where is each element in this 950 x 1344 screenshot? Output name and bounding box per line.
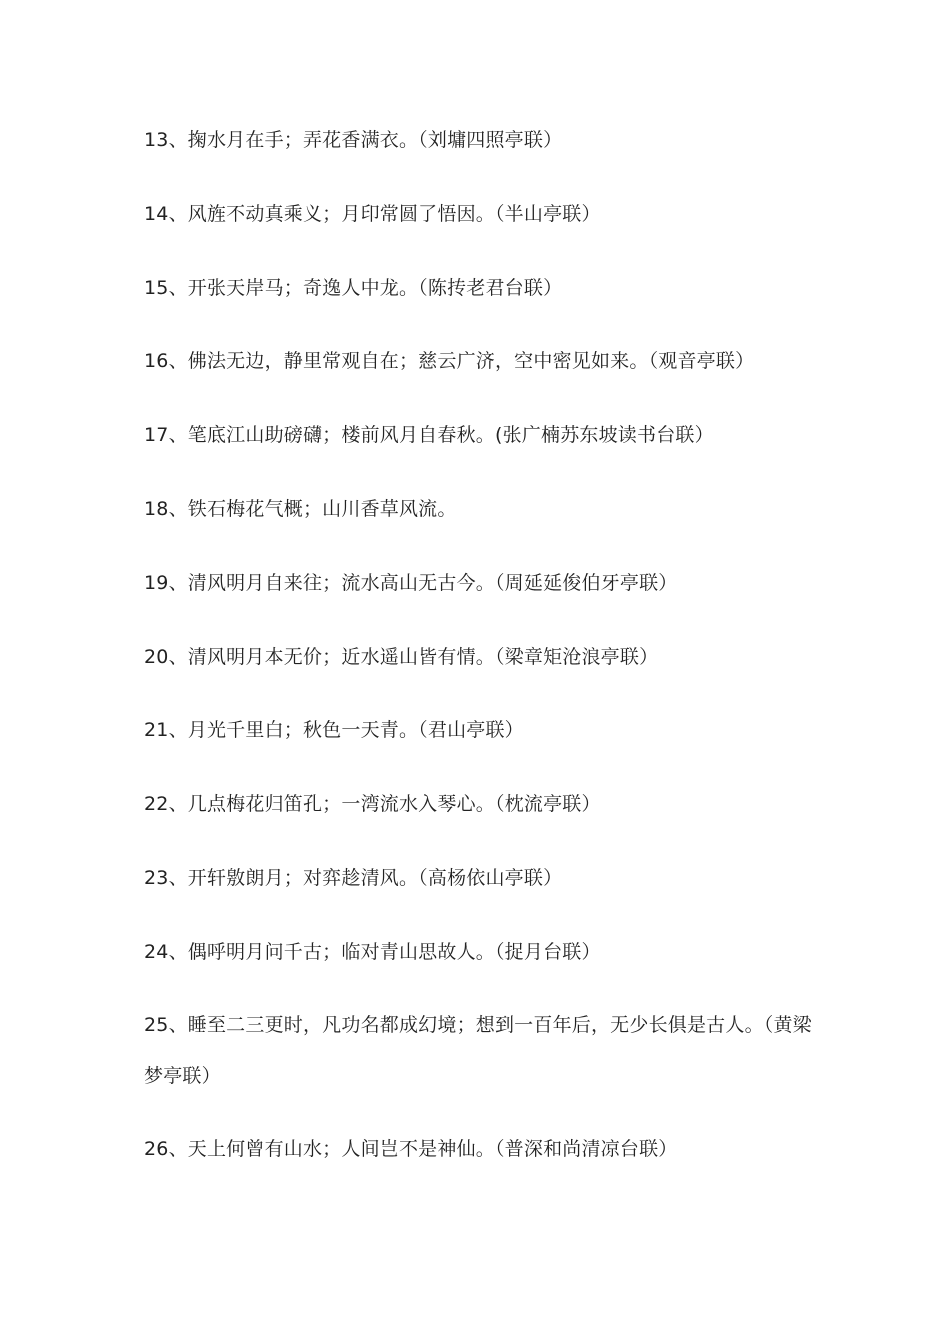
couplet-26: 26、天上何曾有山水；人间岂不是神仙。（普深和尚清凉台联） [144, 1138, 678, 1160]
couplet-23: 23、开轩敫朗月；对弈趁清风。（高杨依山亭联） [144, 867, 563, 889]
couplet-22: 22、几点梅花归笛孔；一湾流水入琴心。（枕流亭联） [144, 793, 601, 815]
couplet-24: 24、偶呼明月问千古；临对青山思故人。（捉月台联） [144, 941, 601, 963]
couplet-21: 21、月光千里白；秋色一天青。（君山亭联） [144, 719, 524, 741]
couplet-20: 20、清风明月本无价；近水遥山皆有情。（梁章矩沧浪亭联） [144, 646, 659, 668]
couplet-14: 14、风旌不动真乘义；月印常圆了悟因。（半山亭联） [144, 203, 601, 225]
couplet-15: 15、开张天岸马；奇逸人中龙。（陈抟老君台联） [144, 277, 563, 299]
couplet-19: 19、清风明月自来往；流水高山无古今。（周延延俊伯牙亭联） [144, 572, 678, 594]
couplet-17: 17、笔底江山助磅礴；楼前风月自春秋。(张广楠苏东坡读书台联） [144, 424, 714, 446]
couplet-16: 16、佛法无边，静里常观自在；慈云广济，空中密见如来。（观音亭联） [144, 350, 755, 372]
couplet-25: 25、睡至二三更时，凡功名都成幻境；想到一百年后，无少长俱是古人。（黄梁梦亭联） [144, 1014, 812, 1087]
couplet-13: 13、掬水月在手；弄花香满衣。（刘墉四照亭联） [144, 129, 563, 151]
couplet-18: 18、铁石梅花气概；山川香草风流。 [144, 498, 457, 520]
